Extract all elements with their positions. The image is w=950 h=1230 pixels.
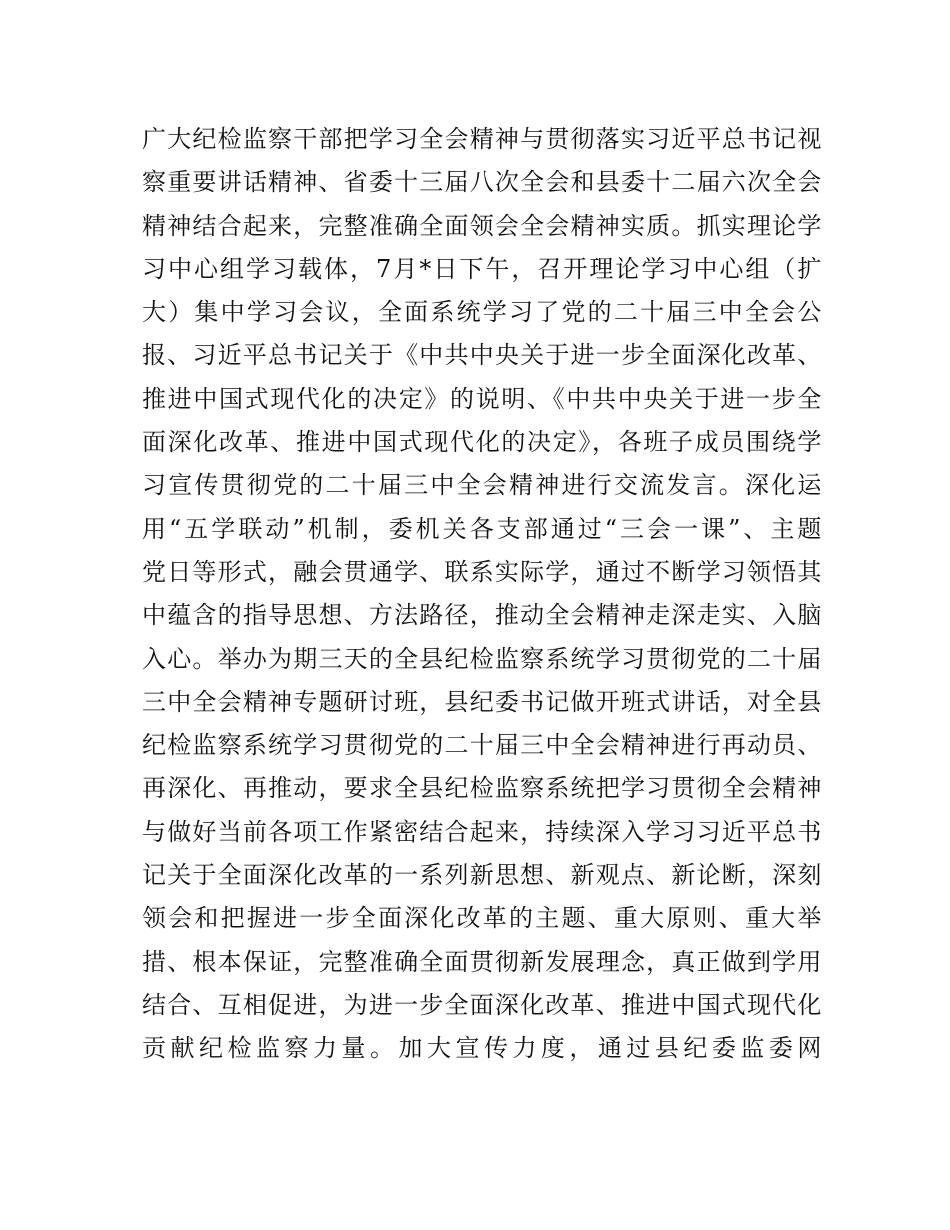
text-line: 精神结合起来，完整准确全面领会全会精神实质。抓实理论学 (142, 211, 822, 240)
text-line: 习中心组学习载体，7月*日下午，召开理论学习中心组（扩 (142, 254, 822, 283)
text-line: 面深化改革、推进中国式现代化的决定》，各班子成员围绕学 (142, 428, 822, 457)
text-line: 三中全会精神专题研讨班，县纪委书记做开班式讲话，对全县 (142, 687, 822, 716)
text-line: 中蕴含的指导思想、方法路径，推动全会精神走深走实、入脑 (142, 601, 822, 630)
text-line: 与做好当前各项工作紧密结合起来，持续深入学习习近平总书 (142, 817, 822, 846)
text-line: 报、习近平总书记关于《中共中央关于进一步全面深化改革、 (142, 341, 822, 370)
text-line: 贡献纪检监察力量。加大宣传力度，通过县纪委监委网 (142, 1034, 822, 1063)
text-line: 措、根本保证，完整准确全面贯彻新发展理念，真正做到学用 (142, 947, 822, 976)
text-line: 再深化、再推动，要求全县纪检监察系统把学习贯彻全会精神 (142, 774, 822, 803)
text-line: 党日等形式，融会贯通学、联系实际学，通过不断学习领悟其 (142, 557, 822, 586)
text-line: 大）集中学习会议，全面系统学习了党的二十届三中全会公 (142, 298, 822, 327)
body-paragraph (142, 118, 822, 1071)
text-line: 领会和把握进一步全面深化改革的主题、重大原则、重大举 (142, 904, 822, 933)
text-line: 推进中国式现代化的决定》的说明、《中共中央关于进一步全 (142, 384, 822, 413)
text-line: 纪检监察系统学习贯彻党的二十届三中全会精神进行再动员、 (142, 731, 822, 760)
text-line: 结合、互相促进，为进一步全面深化改革、推进中国式现代化 (142, 990, 822, 1019)
text-line: 入心。举办为期三天的全县纪检监察系统学习贯彻党的二十届 (142, 644, 822, 673)
text-line: 广大纪检监察干部把学习全会精神与贯彻落实习近平总书记视 (142, 125, 822, 153)
text-line: 察重要讲话精神、省委十三届八次全会和县委十二届六次全会 (142, 168, 822, 197)
text-line: 记关于全面深化改革的一系列新思想、新观点、新论断，深刻 (142, 861, 822, 890)
text-line: 习宣传贯彻党的二十届三中全会精神进行交流发言。深化运 (142, 471, 822, 500)
text-line: 用“五学联动”机制，委机关各支部通过“三会一课”、主题 (142, 514, 822, 543)
